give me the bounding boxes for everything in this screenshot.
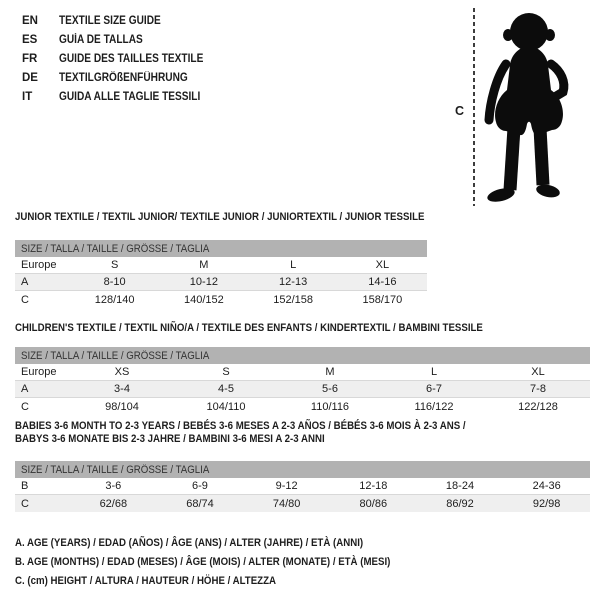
table-cell: 10-12: [189, 276, 218, 288]
size-header-bar: [15, 461, 590, 478]
table-rows: [15, 364, 590, 415]
height-measure-line: [473, 8, 475, 206]
table-row: [15, 478, 590, 495]
language-row: [22, 12, 223, 31]
table-cell: 4-5: [218, 383, 234, 395]
table-cell: 122/128: [518, 400, 558, 413]
language-row: [22, 50, 223, 69]
children-size-section: [15, 322, 590, 415]
table-cell: 3-4: [114, 383, 130, 395]
language-title: GUÍA DE TALLAS: [59, 34, 143, 46]
size-header-bar: [15, 240, 427, 257]
table-cell: 74/80: [272, 497, 301, 510]
table-cell: 80/86: [359, 497, 388, 510]
table-cell: 6-7: [426, 383, 442, 395]
table-cell: 110/116: [310, 400, 350, 413]
row-label: C: [21, 497, 29, 510]
height-label: C: [455, 104, 465, 118]
row-label: C: [21, 400, 29, 413]
table-row: [15, 381, 590, 398]
row-label: A: [21, 276, 29, 288]
table-cell: 116/122: [414, 400, 454, 413]
row-label: B: [21, 480, 29, 492]
table-cell: 9-12: [275, 480, 298, 492]
language-code: IT: [22, 91, 33, 103]
table-row: [15, 274, 427, 291]
table-rows: [15, 478, 590, 512]
table-cell: L: [290, 259, 297, 271]
row-label: Europe: [21, 366, 57, 378]
table-cell: 12-13: [279, 276, 308, 288]
table-row: [15, 398, 590, 415]
table-cell: L: [430, 366, 438, 378]
table-cell: XS: [114, 366, 130, 378]
toddler-silhouette-image: [482, 8, 572, 206]
table-cell: 86/92: [446, 497, 474, 510]
language-code: EN: [22, 15, 38, 27]
babies-size-section: [15, 420, 590, 512]
language-title: TEXTILE SIZE GUIDE: [59, 15, 161, 27]
language-title: TEXTILGRÖßENFÜHRUNG: [59, 72, 188, 84]
legend-footnotes: [15, 534, 442, 591]
table-cell: 7-8: [530, 383, 546, 395]
table-row: [15, 291, 427, 308]
language-code: ES: [22, 34, 38, 46]
table-cell: 140/152: [183, 293, 224, 306]
junior-size-section: [15, 211, 427, 308]
table-cell: 14-16: [368, 276, 397, 288]
language-guide: [22, 12, 223, 107]
table-cell: S: [110, 259, 119, 271]
size-header-label: SIZE / TALLA / TAILLE / GRÖSSE / TAGLIA: [21, 349, 210, 362]
row-label: Europe: [21, 259, 57, 271]
language-row: [22, 31, 223, 50]
language-title: GUIDE DES TAILLES TEXTILE: [59, 53, 204, 65]
language-code: FR: [22, 53, 38, 65]
table-cell: 68/74: [186, 497, 214, 510]
table-cell: 92/98: [532, 497, 561, 510]
table-cell: 3-6: [105, 480, 122, 492]
babies-table-title-line1: BABIES 3-6 MONTH TO 2-3 YEARS / BEBÉS 3-6 MESES A 2-3 AÑOS / BÉBÉS 3-6 MOIS À 2-3 ANS /: [15, 420, 466, 432]
size-header-label: SIZE / TALLA / TAILLE / GRÖSSE / TAGLIA: [21, 242, 210, 255]
table-cell: 24-36: [532, 480, 561, 492]
table-cell: 152/158: [273, 293, 313, 306]
language-row: [22, 88, 223, 107]
table-cell: 104/110: [206, 400, 246, 413]
babies-table-title-line2: BABYS 3-6 MONATE BIS 2-3 JAHRE / BAMBINI 3-6 MESI A 2-3 ANNI: [15, 433, 325, 445]
table-cell: M: [199, 259, 209, 271]
table-cell: 12-18: [359, 480, 388, 492]
table-cell: 5-6: [322, 383, 338, 395]
language-row: [22, 69, 223, 88]
table-cell: 18-24: [445, 480, 475, 492]
footnote-c: C. (cm) HEIGHT / ALTURA / HAUTEUR / HÖHE / ALTEZZA: [15, 575, 277, 587]
table-row: [15, 495, 590, 512]
size-header-label: SIZE / TALLA / TAILLE / GRÖSSE / TAGLIA: [21, 463, 210, 476]
row-label: C: [21, 293, 29, 306]
table-cell: 8-10: [103, 276, 126, 288]
table-row: [15, 364, 590, 381]
language-title: GUIDA ALLE TAGLIE TESSILI: [59, 91, 201, 103]
table-cell: 128/140: [94, 293, 135, 306]
language-code: DE: [22, 72, 38, 84]
footnote-a: A. AGE (YEARS) / EDAD (AÑOS) / ÂGE (ANS) / ALTER (JAHRE) / ETÀ (ANNI): [15, 537, 364, 549]
table-cell: 62/68: [99, 497, 128, 510]
table-cell: S: [222, 366, 230, 378]
table-row: [15, 257, 427, 274]
footnote-b: B. AGE (MONTHS) / EDAD (MESES) / ÂGE (MOIS) / ALTER (MONATE) / ETÀ (MESI): [15, 556, 391, 568]
table-cell: 98/104: [105, 400, 139, 413]
table-cell: XL: [531, 366, 545, 378]
size-header-bar: [15, 347, 590, 364]
children-table-title: CHILDREN'S TEXTILE / TEXTIL NIÑO/A / TEXTILE DES ENFANTS / KINDERTEXTIL / BAMBINI TESSILE: [15, 322, 483, 334]
junior-table-title: JUNIOR TEXTILE / TEXTIL JUNIOR/ TEXTILE JUNIOR / JUNIORTEXTIL / JUNIOR TESSILE: [15, 211, 425, 223]
table-rows: [15, 257, 427, 308]
table-cell: M: [325, 366, 335, 378]
table-cell: XL: [375, 259, 390, 271]
table-cell: 6-9: [192, 480, 208, 492]
row-label: A: [21, 383, 29, 395]
table-cell: 158/170: [362, 293, 403, 306]
